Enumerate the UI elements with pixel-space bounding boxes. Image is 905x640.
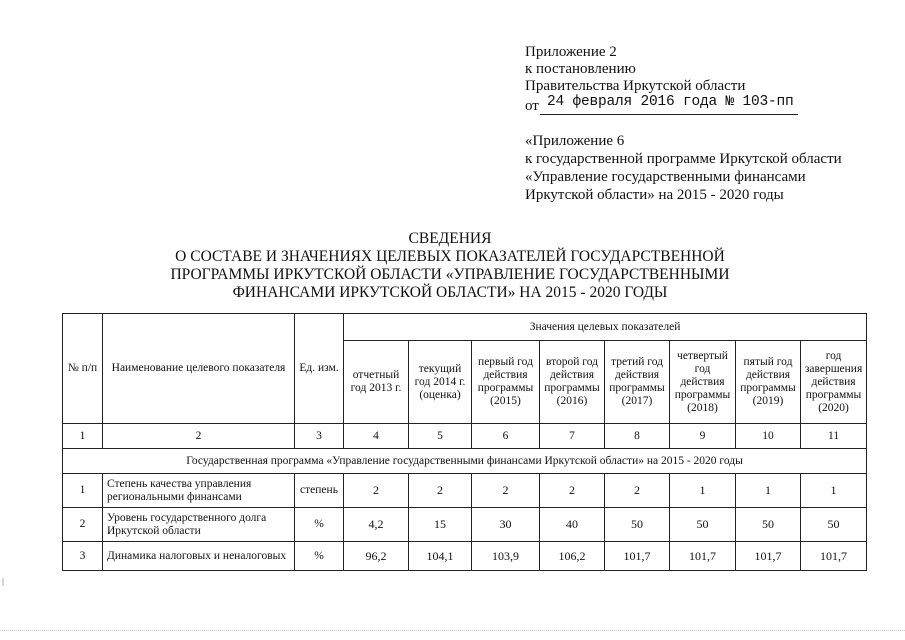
value-2013: 2: [344, 474, 409, 508]
title-line-1: СВЕДЕНИЯ: [408, 230, 492, 247]
table-header-row-1: [63, 314, 867, 341]
appendix-line-2: к постановлению: [525, 61, 636, 77]
indicator-name: Динамика налоговых и неналоговых: [103, 542, 295, 571]
appendix-line-3: Правительства Иркутской области: [525, 78, 746, 94]
value-2020: 1: [801, 474, 867, 508]
program-appendix-line-4: Иркутской области» на 2015 - 2020 годы: [525, 187, 784, 203]
scan-artifact: [2, 578, 4, 586]
header-unit: Ед. изм.: [295, 314, 344, 424]
decree-date-number: 24 февраля 2016 года № 103-пп: [547, 94, 794, 110]
program-appendix-header: [525, 132, 865, 204]
header-year-2013: отчетный год 2013 г.: [344, 341, 409, 424]
title-line-2: О СОСТАВЕ И ЗНАЧЕНИЯХ ЦЕЛЕВЫХ ПОКАЗАТЕЛЕЙ ГОСУДАРСТВЕННОЙ: [175, 248, 725, 265]
value-2018: 50: [670, 508, 736, 542]
header-year-2018: четвертый год действия программы (2018): [670, 341, 736, 424]
column-number: 5: [409, 424, 472, 449]
indicator-name: Уровень государственного долга Иркутской области: [103, 508, 295, 542]
header-year-2017: третий год действия программы (2017): [605, 341, 670, 424]
value-2020: 101,7: [801, 542, 867, 571]
column-numbers-row: [63, 424, 867, 449]
header-name: Наименование целевого показателя: [103, 314, 295, 424]
header-year-2014: текущий год 2014 г. (оценка): [409, 341, 472, 424]
document-title: [150, 230, 750, 302]
indicator-unit: %: [295, 542, 344, 571]
value-2019: 50: [736, 508, 801, 542]
value-2017: 101,7: [605, 542, 670, 571]
value-2013: 4,2: [344, 508, 409, 542]
column-number: 7: [540, 424, 605, 449]
header-year-2016: второй год действия программы (2016): [540, 341, 605, 424]
column-number: 10: [736, 424, 801, 449]
value-2014: 104,1: [409, 542, 472, 571]
title-line-3: ПРОГРАММЫ ИРКУТСКОЙ ОБЛАСТИ «УПРАВЛЕНИЕ ГОСУДАРСТВЕННЫМИ: [170, 266, 730, 283]
decree-prefix: от: [525, 98, 539, 114]
column-number: 4: [344, 424, 409, 449]
column-number: 8: [605, 424, 670, 449]
indicator-unit: %: [295, 508, 344, 542]
table-row: [63, 508, 867, 542]
value-2015: 2: [472, 474, 540, 508]
program-title-row: [63, 449, 867, 474]
header-year-2015: первый год действия программы (2015): [472, 341, 540, 424]
column-number: 11: [801, 424, 867, 449]
decree-underline: [540, 114, 798, 115]
row-num: 3: [63, 542, 103, 571]
header-num: № п/п: [63, 314, 103, 424]
value-2018: 1: [670, 474, 736, 508]
value-2017: 2: [605, 474, 670, 508]
value-2017: 50: [605, 508, 670, 542]
value-2013: 96,2: [344, 542, 409, 571]
value-2020: 50: [801, 508, 867, 542]
header-values-group: Значения целевых показателей: [344, 314, 867, 341]
header-year-2019: пятый год действия программы (2019): [736, 341, 801, 424]
appendix-line-1: Приложение 2: [525, 44, 617, 60]
column-number: 3: [295, 424, 344, 449]
row-num: 2: [63, 508, 103, 542]
table-row: [63, 474, 867, 508]
value-2016: 2: [540, 474, 605, 508]
value-2019: 101,7: [736, 542, 801, 571]
value-2014: 2: [409, 474, 472, 508]
value-2018: 101,7: [670, 542, 736, 571]
appendix-header: [525, 44, 855, 114]
indicator-unit: степень: [295, 474, 344, 508]
value-2019: 1: [736, 474, 801, 508]
program-title: Государственная программа «Управление государственными финансами Иркутской области» на 2015 - 2020 годы: [63, 449, 867, 474]
program-appendix-line-2: к государственной программе Иркутской области: [525, 151, 842, 167]
program-appendix-line-1: «Приложение 6: [525, 133, 625, 149]
column-number: 2: [103, 424, 295, 449]
title-line-4: ФИНАНСАМИ ИРКУТСКОЙ ОБЛАСТИ» НА 2015 - 2020 ГОДЫ: [232, 284, 668, 301]
column-number: 1: [63, 424, 103, 449]
value-2016: 106,2: [540, 542, 605, 571]
value-2015: 103,9: [472, 542, 540, 571]
scan-edge-line: [0, 630, 905, 631]
column-number: 9: [670, 424, 736, 449]
indicator-name: Степень качества управления региональными финансами: [103, 474, 295, 508]
row-num: 1: [63, 474, 103, 508]
value-2014: 15: [409, 508, 472, 542]
table-row: [63, 542, 867, 571]
value-2015: 30: [472, 508, 540, 542]
decree-reference: [525, 95, 855, 114]
header-year-2020: год завершения действия программы (2020): [801, 341, 867, 424]
program-appendix-line-3: «Управление государственными финансами: [525, 169, 806, 185]
value-2016: 40: [540, 508, 605, 542]
indicators-table: [62, 313, 867, 571]
column-number: 6: [472, 424, 540, 449]
